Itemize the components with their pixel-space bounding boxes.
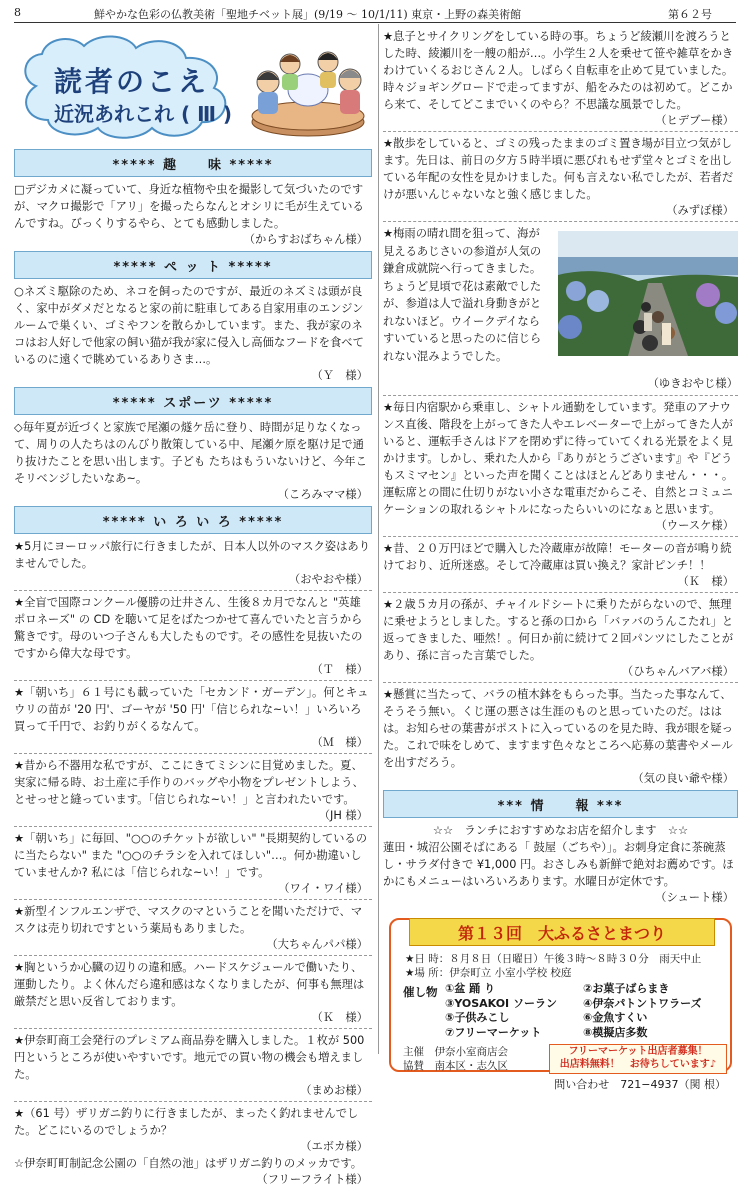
festival-inquiry: 問い合わせ 721−4937（関 根） (554, 1078, 726, 1091)
misc-entry: ★「朝いち」６１号にも載っていた「セカンド・ガーデン」。何とキュウリの苗が '20 円'、ゴーヤが '50 円'「信じられな~い！」いろいろ買って千円で、お釣りがくるなんて。 (14, 686, 369, 733)
recruit-line-1: フリーマーケット出店者募集！ (568, 1046, 708, 1057)
masthead-title: 読者のこえ (54, 65, 210, 98)
readers-illustration-icon (246, 30, 370, 142)
info-signature: （シュート様） (655, 891, 734, 904)
misc-entry: ★昔から不器用な私ですが、ここにきてミシンに目覚めました。夏、実家に帰る時、お土産に手作りのバッグや小物をプレゼントしよう、とせっせと縫っています。「信じられな~い！」と言われたいです。 (14, 759, 364, 806)
hydrangea-photo (558, 231, 738, 356)
section-header-info: *** 情 報 *** (383, 790, 738, 818)
pet-entry: ○ネズミ駆除のため、ネコを飼ったのですが、最近のネズミは頭が良く、家中がダメだとなると家の前に駐車してある自家用車のエンジンルームで巣くい、ゴミやフンを散らかしています。また、我が家のネコはお人好しで他家の飼い猫が我が家に侵入し高価なフードを食べているのに遠くで眺めているありさま…。 (14, 285, 364, 366)
hobby-entry: □デジカメに凝っていて、身近な植物や虫を撮影して気づいたのですが、マクロ撮影で「アリ」を撮ったらなんとオシリに毛が生えているんですね。びっくりするやら、とても感動しました。 (14, 183, 364, 230)
header-rule (14, 22, 736, 23)
sports-entry: ◇毎年夏が近づくと家族で尾瀬の燧ケ岳に登り、時間が足りなくなって、周りの人たちはのんびり散策している中、尾瀬ケ原を駆け足で通り抜けたことを思い出します。子ども たちはもういないけど、今年こそリベンジしたいなあ~。 (14, 421, 367, 485)
misc-entry: ★全盲で国際コンクール優勝の辻井さん、生後８カ月でなんと "英雄ポロネーズ" の CD を聴いて足をばたつかせて喜んでいたと言うから驚きです。母のいつ子さんも大したものです。その感性を見抜いたのですから偉大な母です。 (14, 596, 363, 660)
section-header-sports: ***** スポーツ ***** (14, 387, 372, 415)
entry-divider (14, 1028, 372, 1029)
misc-signature: （まめお様） (300, 1084, 368, 1097)
info-intro: ☆☆ ランチにおすすめなお店を紹介します ☆☆ (432, 824, 689, 837)
festival-date: ★日 時：８月８日（日曜日）午後３時〜８時３０分 雨天中止 (405, 953, 702, 965)
festival-datetime (405, 952, 701, 980)
header-title: 鮮やかな色彩の仏教美術「聖地チベット展」(9/19 〜 10/1/11) 東京・上野の森美術館 (94, 8, 522, 21)
festival-box (389, 918, 732, 1072)
entry-divider (14, 680, 372, 681)
entry-divider (14, 590, 372, 591)
column-divider (378, 24, 379, 1054)
right-entry: ★昔、２０万円ほどで購入した冷蔵庫が故障！モーターの音が鳴り続けており、近所迷惑。そして冷蔵庫は買い換え？家計ピンチ！！ (383, 542, 732, 572)
misc-signature: （Ｔ 様） (311, 663, 368, 676)
sports-signature: （ころみママ様） (277, 488, 368, 501)
entry-divider (383, 395, 738, 396)
misc-entry: ★新型インフルエンザで、マスクのマということを聞いただけで、マスクは売り切れですという薬局もありました。 (14, 905, 363, 935)
section-header-pet: ***** ペ ッ ト ***** (14, 251, 372, 279)
misc-signature: （フリーフライト様） (256, 1173, 368, 1186)
left-column (14, 28, 372, 1186)
hobby-signature: （からすおばちゃん様） (243, 233, 368, 246)
right-entry: ★懸賞に当たって、バラの植木鉢をもらった事。当たった事なんて、そうそう無い。くじ運の悪さは生涯のものと思っていたのだ。ははは。お知らせの葉書がポストに入っているのを見た時、我が眼を疑った。これで味をしめて、ますます色々なところへ応募の葉書やメールを出すだろう。 (383, 688, 733, 769)
entry-divider (14, 899, 372, 900)
festival-item: ④伊奈パトントワラーズ (583, 996, 702, 1010)
flea-market-recruit-banner (549, 1044, 727, 1074)
photo-entry (383, 225, 738, 393)
entry-divider (383, 221, 738, 222)
misc-signature: （Ｍ 様） (311, 736, 368, 749)
misc-signature: （大ちゃんパパ様） (266, 938, 368, 951)
festival-sponsor: 協賛 南本区・志久区 (403, 1059, 508, 1072)
entry-divider (383, 536, 738, 537)
misc-entry: ★伊奈町商工会発行のプレミアム商品券を購入しました。１枚が 500 円というところが使いやすいです。地元での買い物の機会も増えました。 (14, 1034, 365, 1081)
page-number: 8 (14, 6, 21, 19)
pet-signature: （Ｙ 様） (311, 369, 368, 382)
section-header-misc: ***** い ろ い ろ ***** (14, 506, 372, 534)
misc-entry: ☆伊奈町町制記念公園の「自然の池」はザリガニ釣りのメッカです。 (14, 1157, 363, 1170)
festival-organizer: 主催 伊奈小室商店会 (403, 1046, 508, 1058)
right-signature: （Ｋ 様） (677, 575, 734, 588)
festival-items (445, 982, 721, 1040)
entry-divider (14, 955, 372, 956)
section-header-hobby: ***** 趣 味 ***** (14, 149, 372, 177)
right-signature: （ウースケ様） (655, 519, 734, 532)
entry-divider (383, 592, 738, 593)
issue-number: 第６２号 (668, 8, 712, 21)
entry-divider (14, 753, 372, 754)
festival-item: ⑧模擬店多数 (583, 1025, 648, 1039)
misc-entry: ★5月にヨーロッパ旅行に行きましたが、日本人以外のマスク姿はありませんでした。 (14, 540, 370, 570)
entry-divider (383, 131, 738, 132)
misc-entry: ★胸というか心臓の辺りの違和感。ハードスケジュールで働いたり、運動したり。よく休んだら違和感はなくなりましたが、何事も無理は厳禁だと思い反省しております。 (14, 961, 365, 1008)
festival-organizers (403, 1046, 508, 1073)
festival-item: ⑦フリーマーケット (445, 1025, 542, 1039)
entry-divider (383, 682, 738, 683)
masthead-subtitle: 近況あれこれ ( Ⅲ ) (54, 102, 233, 126)
masthead (14, 28, 372, 146)
right-entry: ★息子とサイクリングをしている時の事。ちょうど綾瀬川を渡ろうとした時、綾瀬川を一艘の船が…。小学生２人を乗せて笹や雑草をかきわけていくるおじさん２人。しばらく自転車を止めて見ていました。時々ジョギングロードで走ってますが、船をみたのは初めて。どこから来て、そしてどこまでいくのやら？不思議な風景でした。 (383, 30, 734, 111)
misc-signature: （JH 様） (318, 809, 368, 822)
misc-entry: ★「朝いち」に毎回、"○○のチケットが欲しい" "長期契約しているのに当たらない" また "○○のチラシを入れてほしい"…。何か勘違いしていませんか? 私には「信じられな~い！」です。 (14, 832, 368, 879)
right-entry: ★２歳５カ月の孫が、チャイルドシートに乗りたがらないので、無理に乗せようとしました。すると孫の口から「バァバのうんこたれ」と返ってきました、唖然！。何日か前に続けて２回パンツにしたことがあり、孫に言った言葉でした。 (383, 598, 734, 662)
misc-signature: （エボカ様） (300, 1140, 368, 1153)
right-signature: （みずぽ様） (666, 204, 734, 217)
misc-signature: （おやおや様） (288, 573, 368, 586)
festival-item: ①盆 踊 り (445, 982, 495, 995)
misc-signature: （ワイ・ワイ様） (278, 882, 368, 895)
festival-item: ⑤子供みこし (445, 1011, 510, 1024)
recruit-line-2: 出店料無料！ お待ちしています♪ (559, 1059, 717, 1070)
misc-entry: ★（61 号）ザリガニ釣りに行きましたが、まったく釣れませんでした。どこにいるのでしょうか？ (14, 1107, 359, 1137)
festival-items-label: 催し物 (403, 985, 438, 999)
photo-entry-text: ★梅雨の晴れ間を狙って、海が見えるあじさいの参道が人気の鎌倉成就院へ行ってきました。ちょうど見頃で花は素敵でしたが、参道は人で溢れ身動きがとれないほど。ウイークデイならすいていると思ったのに信じられない混みようでした。 (383, 227, 542, 363)
entry-divider (14, 1101, 372, 1102)
festival-item: ③YOSAKOI ソーラン (445, 996, 557, 1010)
misc-signature: （Ｋ 様） (311, 1011, 368, 1024)
photo-entry-signature: （ゆきおやじ様） (647, 377, 738, 390)
festival-item: ⑥金魚すくい (583, 1011, 648, 1024)
right-entry: ★散歩をしていると、ゴミの残ったままのゴミ置き場が目立つ気がします。先日は、前日の夕方５時半頃に悪びれもせず堂々とゴミを出している年配の女性を見かけました。何も言えない私でしたが、若者だけが悪いんじゃないなと強く感じました。 (383, 137, 734, 201)
right-signature: （ひちゃんバアバ様） (621, 665, 734, 678)
right-entry: ★毎日内宿駅から乗車し、シャトル通勤をしています。発車のアナウンス直後、階段を上がってきた人やエレベーターで上がってきた人がいると、運転手さんはドアを閉めずに待っていてくれる光景をよく見かけます。しかし、乗れた人から『ありがとうございます』や『どうもスミマセン』といった声を聞くことはほとんどありません・・・。運転席との間に仕切りがない小さな電車だからこそ、自然とコミュニケーションの取れるシャトルになったらいいのになぁと思います。 (383, 401, 734, 516)
right-signature: （気の良い爺や様） (632, 772, 734, 785)
entry-divider (14, 826, 372, 827)
festival-place: ★場 所：伊奈町立 小室小学校 校庭 (405, 967, 572, 979)
right-column (383, 28, 738, 1091)
festival-item: ②お菓子ばらまき (583, 982, 670, 995)
festival-title: 第１３回 大ふるさとまつり (409, 918, 715, 946)
right-signature: （ヒデブー様） (655, 114, 734, 127)
info-body: 蓮田・城沼公園そばにある「 鼓屋（ごちや）」。お刺身定食に茶碗蒸し・サラダ付きで ¥1,000 円。おさしみも新鮮で絶対お薦めです。ほかにもメニューはいろいろあります。水曜日が定休です。 (383, 841, 734, 888)
